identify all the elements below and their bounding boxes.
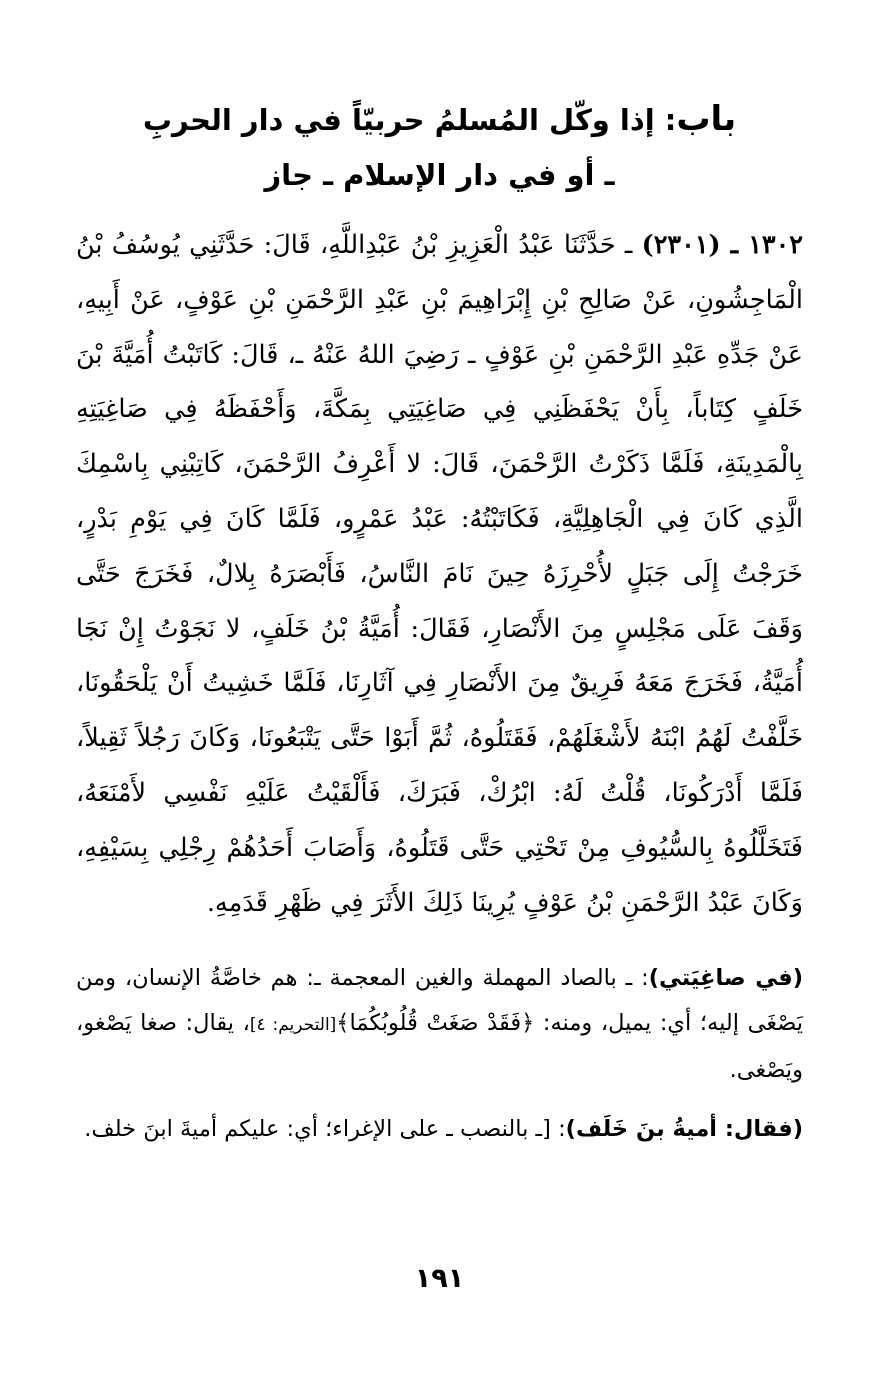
note-term: (فقال: أميةُ بنَ خَلَف) [565,1116,803,1142]
hadith-text-block [76,218,803,930]
chapter-heading [76,92,803,203]
quran-reference: [التحريم: ٤] [249,1015,337,1035]
note-text: : ـ بالصاد المهملة والغين المعجمة ـ: هم خاصَّةُ الإنسان، ومن يَصْغَى إليه؛ أي: يميل، ومنه: ﴿فَقَدْ صَغَتْ قُلُوبُكُمَا﴾ [76,965,803,1036]
bab-label: باب [676,99,737,139]
chapter-heading-line-1 [76,92,803,148]
note-text-continued: ، يقال: صغا يَصْغو، ويَصْغى. [76,1010,803,1083]
note-term: (في صاغِيَتي) [648,965,804,991]
note-text: : [ـ بالنصب ـ على الإغراء؛ أي: عليكم أميةَ ابنَ خلف. [84,1116,566,1142]
footnotes [76,956,803,1166]
page-number: ١٩١ [414,1263,465,1294]
hadith-number: ١٣٠٢ ـ (٢٣٠١) [641,230,803,260]
chapter-title-text: : إذا وكّل المُسلمُ حربيّاً في دار الحربِ [142,103,677,137]
hadith-body: ـ حَدَّثَنَا عَبْدُ الْعَزِيزِ بْنُ عَبْدِاللَّهِ، قَالَ: حَدَّثَنِي يُوسُفُ بْنُ الْمَاجِشُونِ، عَنْ صَالِحِ بْنِ إِبْرَاهِيمَ بْنِ عَبْدِ الرَّحْمَنِ بْنِ عَوْفٍ، عَنْ أَبِيهِ، عَنْ جَدِّهِ عَبْدِ الرَّحْمَنِ بْنِ عَوْفٍ ـ رَضِيَ اللهُ عَنْهُ ـ، قَالَ: كَاتَبْتُ أُمَيَّةَ بْنَ خَلَفٍ كِتَاباً، بِأَنْ يَحْفَظَنِي فِي صَاغِيَتِي بِمَكَّةَ، وَأَحْفَظَهُ فِي صَاغِيَتِهِ بِالْمَدِينَةِ، فَلَمَّا ذَكَرْتُ الرَّحْمَنَ، قَالَ: لا أَعْرِفُ الرَّحْمَنَ، كَاتِبْنِي بِاسْمِكَ الَّذِي كَانَ فِي الْجَاهِلِيَّةِ، فَكَاتَبْتُهُ: عَبْدُ عَمْرٍو، فَلَمَّا كَانَ فِي يَوْمِ بَدْرٍ، خَرَجْتُ إِلَى جَبَلٍ لأُحْرِزَهُ حِينَ نَامَ النَّاسُ، فَأَبْصَرَهُ بِلالٌ، فَخَرَجَ حَتَّى وَقَفَ عَلَى مَجْلِسٍ مِنَ الأَنْصَارِ، فَقَالَ: أُمَيَّةُ بْنُ خَلَفٍ، لا نَجَوْتُ إِنْ نَجَا أُمَيَّةُ، فَخَرَجَ مَعَهُ فَرِيقٌ مِنَ الأَنْصَارِ فِي آثَارِنَا، فَلَمَّا خَشِيتُ أَنْ يَلْحَقُونَا، خَلَّفْتُ لَهُمُ ابْنَهُ لأَشْغَلَهُمْ، فَقَتَلُوهُ، ثُمَّ أَبَوْا حَتَّى يَتْبَعُونَا، وَكَانَ رَجُلاً ثَقِيلاً، فَلَمَّا أَدْرَكُونَا، قُلْتُ لَهُ: ابْرُكْ، فَبَرَكَ، فَأَلْقَيْتُ عَلَيْهِ نَفْسِي لأَمْنَعَهُ، فَتَخَلَّلُوهُ بِالسُّيُوفِ مِنْ تَحْتِي حَتَّى قَتَلُوهُ، وَأَصَابَ أَحَدُهُمْ رِجْلِي بِسَيْفِهِ، وَكَانَ عَبْدُ الرَّحْمَنِ بْنُ عَوْفٍ يُرِينَا ذَلِكَ الأَثَرَ فِي ظَهْرِ قَدَمِهِ. [76,230,803,918]
note-item [76,1107,803,1152]
chapter-heading-line-2: ـ أو في دار الإسلام ـ جاز [264,158,615,192]
note-item [76,956,803,1093]
page [76,0,803,1377]
